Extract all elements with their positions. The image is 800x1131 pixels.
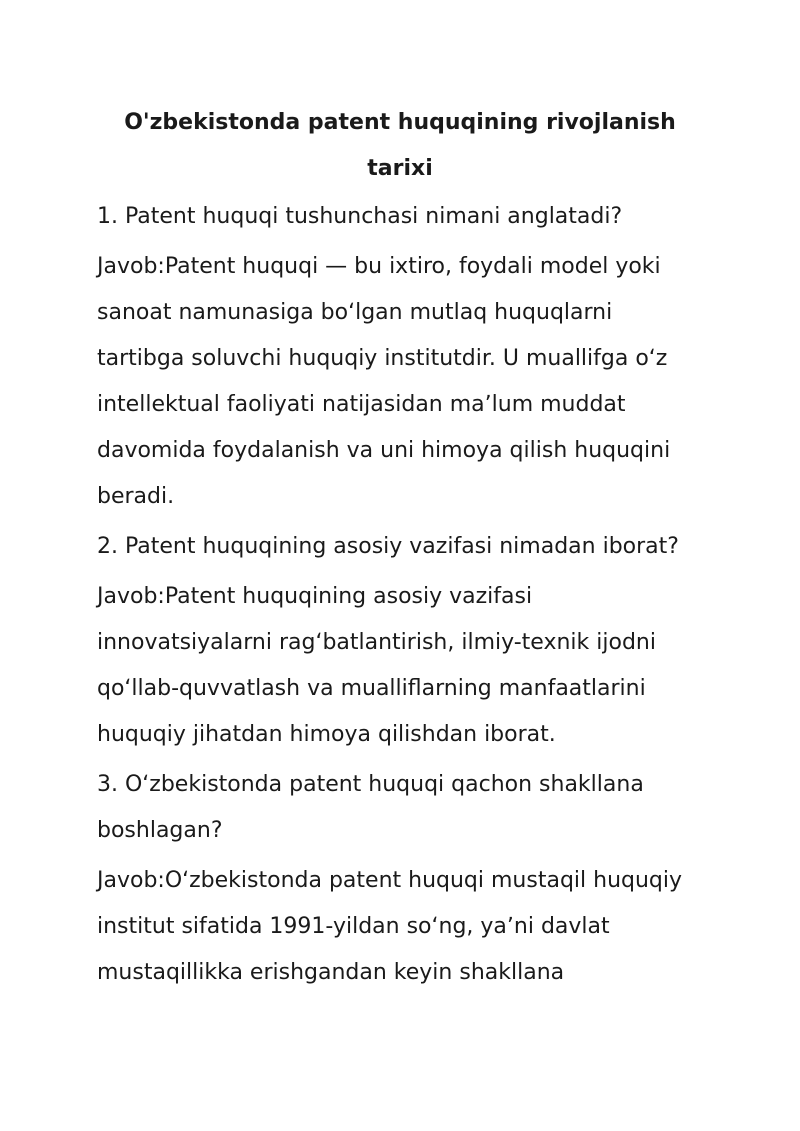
question-3: 3. Oʻzbekistonda patent huquqi qachon shakllana boshlagan? bbox=[97, 772, 644, 843]
answer-2: Javob:Patent huquqining asosiy vazifasi innovatsiyalarni ragʻbatlantirish, ilmiy-texnik ijodni qoʻllab-quvvatlash va mualliflarning manfaatlarini huquqiy jihatdan himoya qilishdan iborat. bbox=[97, 584, 656, 747]
question-1: 1. Patent huquqi tushunchasi nimani anglatadi? bbox=[97, 204, 623, 229]
answer-1: Javob:Patent huquqi — bu ixtiro, foydali model yoki sanoat namunasiga boʻlgan mutlaq huquqlarni tartibga soluvchi huquqiy institutdir. U muallifga oʻz intellektual faoliyati natijasidan maʼlum muddat davomida foydalanish va uni himoya qilish huquqini beradi. bbox=[97, 254, 671, 509]
answer-3: Javob:Oʻzbekistonda patent huquqi mustaqil huquqiy institut sifatida 1991-yildan soʻng, yaʼni davlat mustaqillikka erishgandan keyin shakllana bbox=[97, 868, 683, 985]
question-2: 2. Patent huquqining asosiy vazifasi nimadan iborat? bbox=[97, 534, 679, 559]
document-page bbox=[97, 100, 703, 1000]
document-title: O'zbekistonda patent huquqining rivojlanish tarixi bbox=[124, 110, 676, 181]
